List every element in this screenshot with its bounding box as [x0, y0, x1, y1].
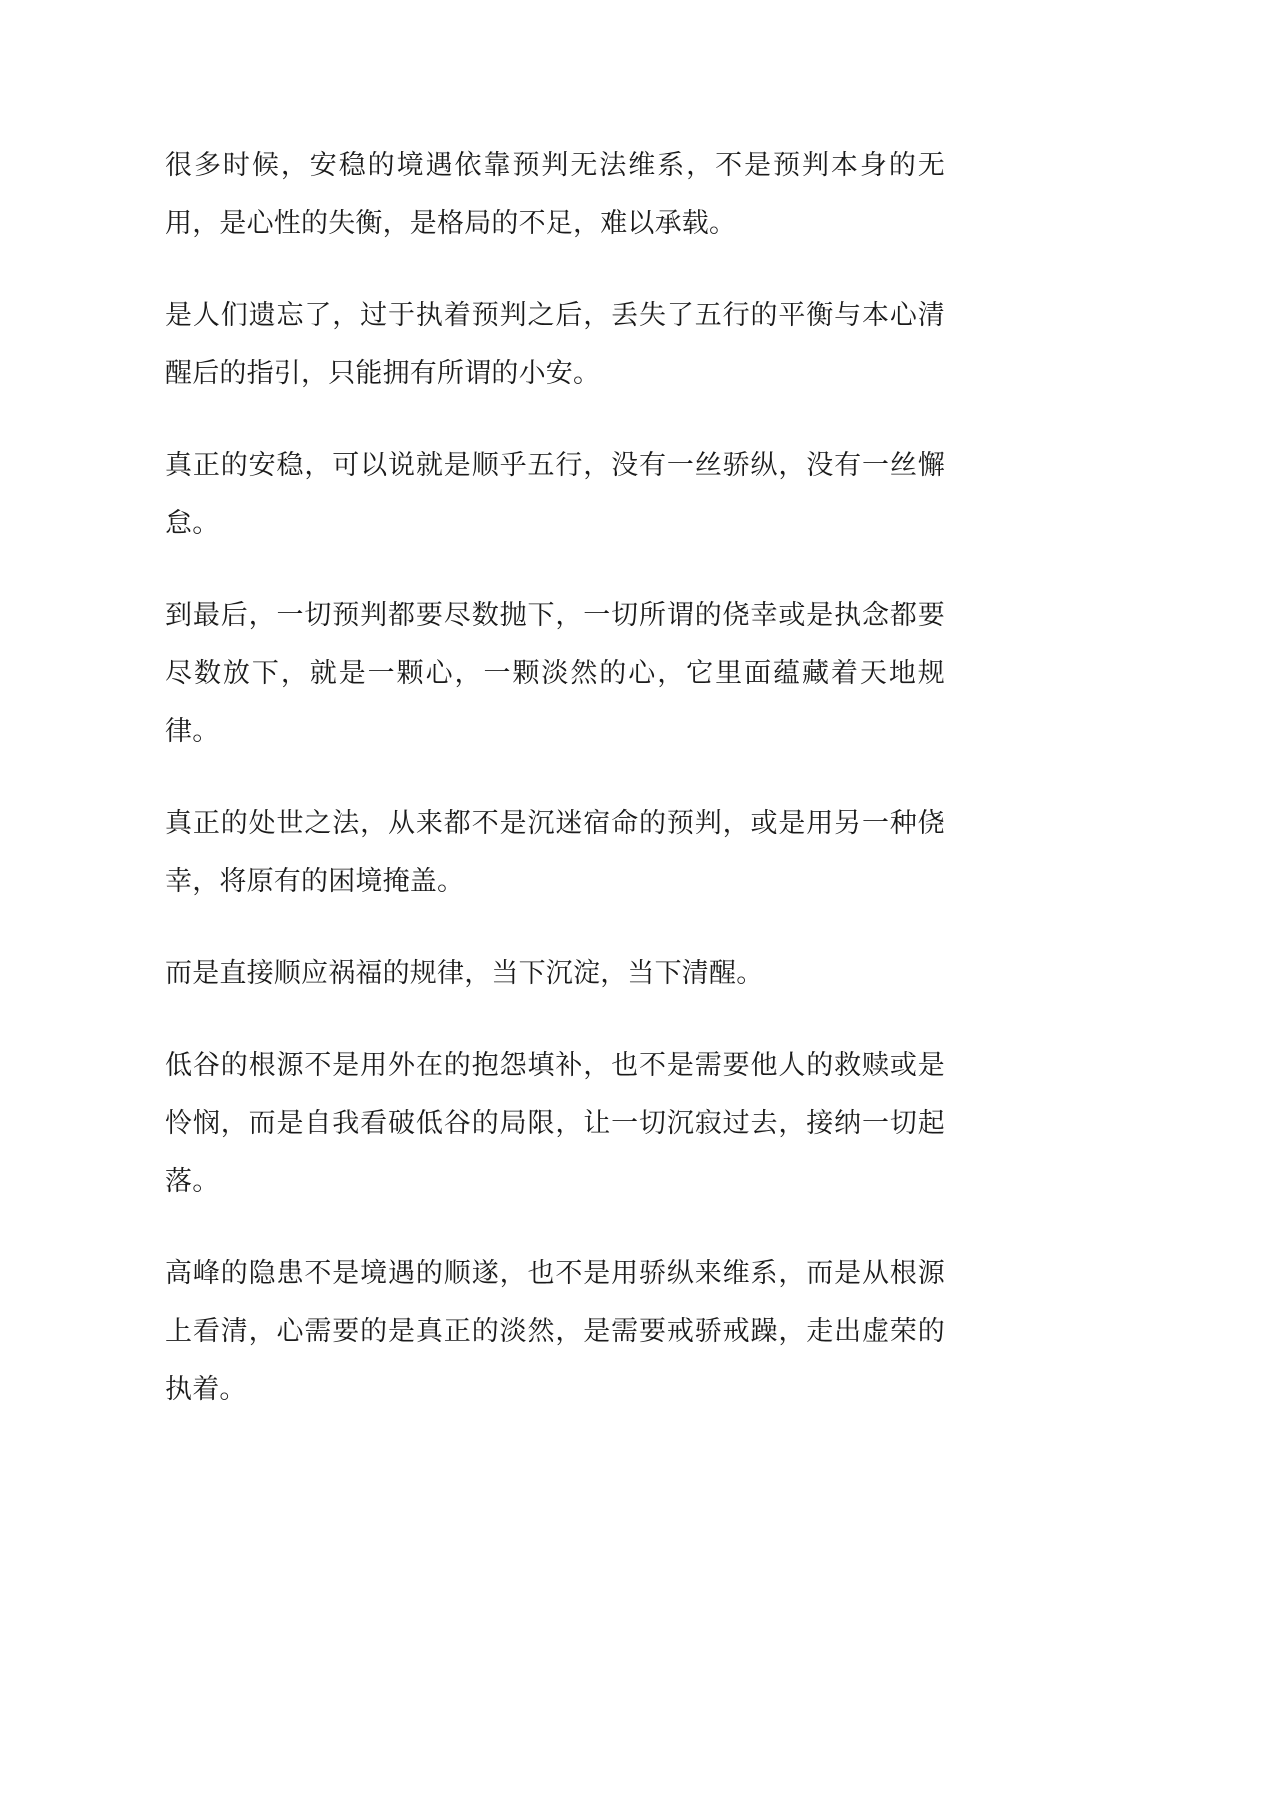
paragraph: 而是直接顺应祸福的规律，当下沉淀，当下清醒。 — [165, 958, 764, 989]
paragraph: 很多时候，安稳的境遇依靠预判无法维系，不是预判本身的无用，是心性的失衡，是格局的不足，难以承载。 — [165, 150, 945, 239]
paragraph: 真正的安稳，可以说就是顺乎五行，没有一丝骄纵，没有一丝懈怠。 — [165, 450, 945, 539]
paragraph: 低谷的根源不是用外在的抱怨填补，也不是需要他人的救赎或是怜悯，而是自我看破低谷的局限，让一切沉寂过去，接纳一切起落。 — [165, 1050, 945, 1197]
paragraph: 到最后，一切预判都要尽数抛下，一切所谓的侥幸或是执念都要尽数放下，就是一颗心，一颗淡然的心，它里面蕴藏着天地规律。 — [165, 600, 945, 747]
paragraph: 高峰的隐患不是境遇的顺遂，也不是用骄纵来维系，而是从根源上看清，心需要的是真正的淡然，是需要戒骄戒躁，走出虚荣的执着。 — [165, 1258, 945, 1405]
paragraph: 真正的处世之法，从来都不是沉迷宿命的预判，或是用另一种侥幸，将原有的困境掩盖。 — [165, 808, 945, 897]
paragraph: 是人们遗忘了，过于执着预判之后，丢失了五行的平衡与本心清醒后的指引，只能拥有所谓的小安。 — [165, 300, 945, 389]
document-body — [165, 137, 945, 1453]
